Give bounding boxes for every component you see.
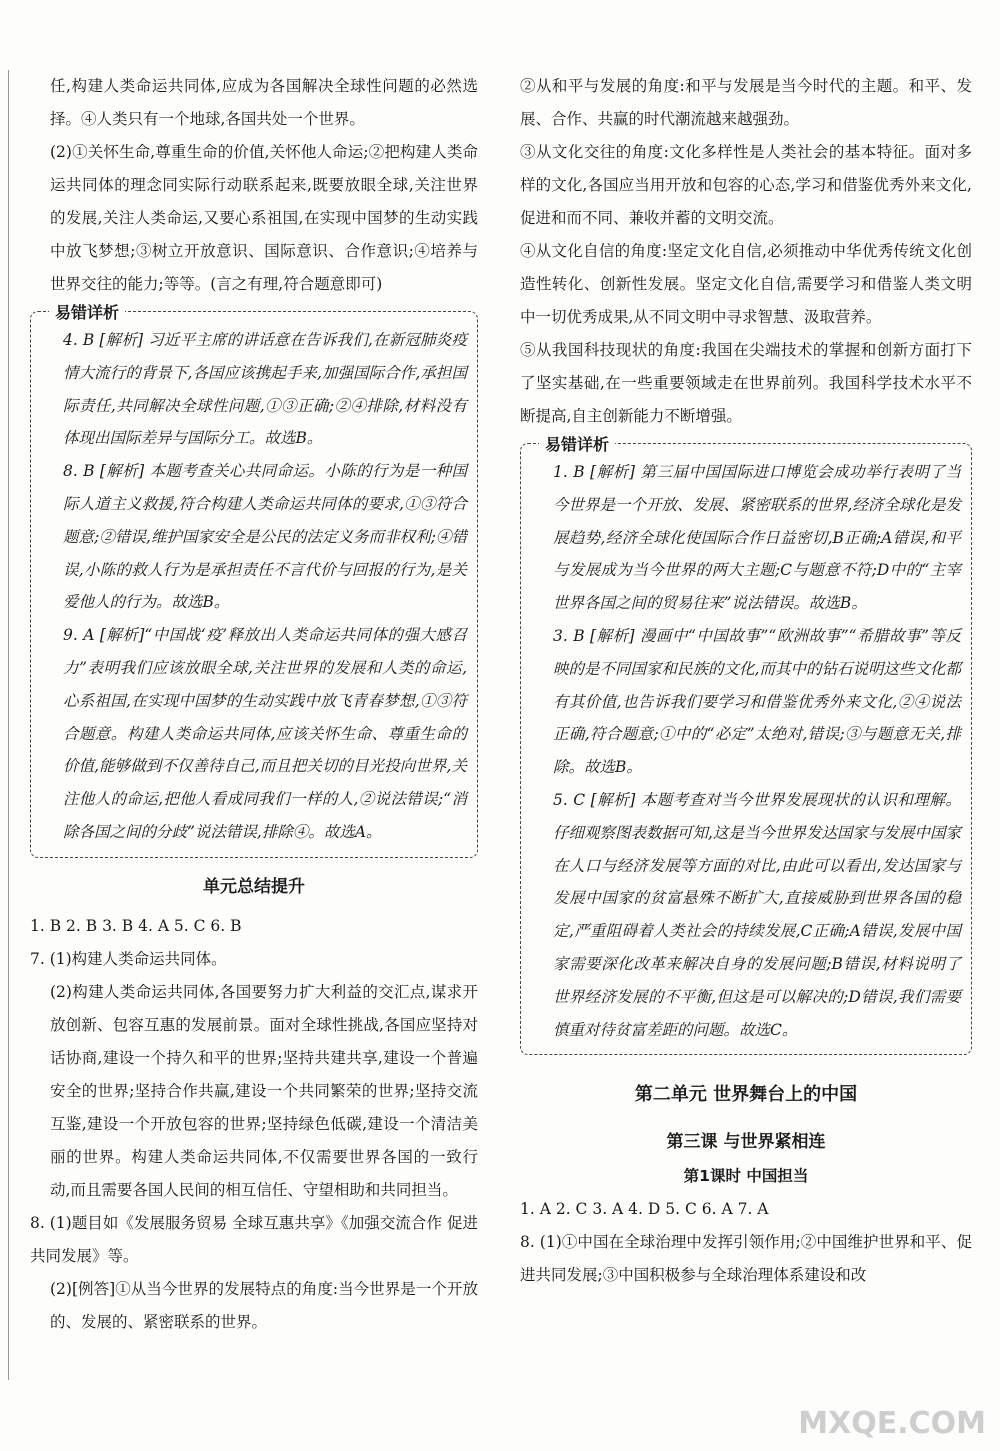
left-column: [30, 70, 478, 1339]
box-label: 易错详析: [49, 300, 125, 323]
answer-paragraph: ⑤从我国科技现状的角度:我国在尖端技术的掌握和创新方面打下了坚实基础,在一些重要领域走在世界前列。我国科学技术水平不断提高,自主创新能力不断增强。: [520, 341, 972, 425]
watermark-logo: MXQE.COM: [798, 1406, 986, 1441]
analysis-item: 9. A [解析]“中国战‘疫’释放出人类命运共同体的强大感召力”表明我们应该放眼全球,关注世界的发展和人类的命运,心系祖国,在实现中国梦的生动实践中放飞青春梦想,①③符合题意。构建人类命运共同体,应该关怀生命、尊重生命的价值,能够做到不仅善待自己,而且把关切的目光投向世界,关注他人的命运,把他人看成同我们一样的人,②说法错误;“消除各国之间的分歧”说法错误,排除④。故选A。: [63, 626, 467, 841]
error-analysis-box: [30, 303, 478, 858]
error-analysis-box: [520, 435, 972, 1055]
answer-paragraph: 8. (1)题目如《发展服务贸易 全球互惠共享》《加强交流合作 促进共同发展》等。: [30, 1213, 478, 1265]
box-label: 易错详析: [539, 432, 615, 455]
answer-paragraph: ④从文化自信的角度:坚定文化自信,必须推动中华优秀传统文化创造性转化、创新性发展。坚定文化自信,需要学习和借鉴人类文明中一切优秀成果,从不同文明中寻求智慧、汲取营养。: [520, 242, 972, 326]
analysis-item: 5. C [解析] 本题考查对当今世界发展现状的认识和理解。仔细观察图表数据可知,这是当今世界发达国家与发展中国家在人口与经济发展等方面的对比,由此可以看出,发达国家与发展中国家的贫富悬殊不断扩大,直接威胁到世界各国的稳定,严重阻碍着人类社会的持续发展,C正确;A错误,发展中国家需要深化改革来解决自身的发展问题;B错误,材料说明了世界经济发展的不平衡,但这是可以解决的;D错误,我们需要慎重对待贫富差距的问题。故选C。: [553, 790, 961, 1039]
analysis-item: 8. B [解析] 本题考查关心共同命运。小陈的行为是一种国际人道主义救援,符合构建人类命运共同体的要求,①③符合题意;②错误,维护国家安全是公民的法定义务而非权利;④错误,小陈的救人行为是承担责任不言代价与回报的行为,是关爱他人的行为。故选B。: [63, 462, 467, 612]
analysis-item: 3. B [解析] 漫画中“中国故事”“欧洲故事”“希腊故事”等反映的是不同国家和民族的文化,而其中的钻石说明这些文化都有其价值,也告诉我们要学习和借鉴优秀外来文化,②④说法正确,符合题意;①中的“必定”太绝对,错误;③与题意无关,排除。故选B。: [553, 626, 961, 777]
answer-paragraph: 7. (1)构建人类命运共同体。: [30, 949, 227, 968]
right-column: [520, 70, 972, 1292]
answer-paragraph: (2)构建人类命运共同体,各国要努力扩大利益的交汇点,谋求开放创新、包容互惠的发展前景。面对全球性挑战,各国应坚持对话协商,建设一个持久和平的世界;坚持共建共享,建设一个普遍安全的世界;坚持合作共赢,建设一个共同繁荣的世界;坚持交流互鉴,建设一个开放包容的世界;坚持绿色低碳,建设一个清洁美丽的世界。构建人类命运共同体,不仅需要世界各国的一致行动,而且需要各国人民间的相互信任、守望相助和共同担当。: [50, 982, 478, 1199]
subsection-title: 第1课时 中国担当: [683, 1167, 809, 1186]
section-title: 单元总结提升: [203, 876, 305, 897]
answer-paragraph: ②从和平与发展的角度:和平与发展是当今时代的主题。和平、发展、合作、共赢的时代潮流越来越强劲。: [520, 77, 972, 128]
answer-paragraph: ③从文化交往的角度:文化多样性是人类社会的基本特征。面对多样的文化,各国应当用开放和包容的心态,学习和借鉴优秀外来文化,促进和而不同、兼收并蓄的文明交流。: [520, 143, 972, 227]
answer-paragraph: (2)①关怀生命,尊重生命的价值,关怀他人命运;②把构建人类命运共同体的理念同实际行动联系起来,既要放眼全球,关注世界的发展,关注人类命运,又要心系祖国,在实现中国梦的生动实践中放飞梦想;③树立开放意识、国际意识、合作意识;④培养与世界交往的能力;等等。(言之有理,符合题意即可): [50, 143, 478, 293]
left-margin-rule: [8, 70, 9, 1380]
answer-paragraph: 8. (1)①中国在全球治理中发挥引领作用;②中国维护世界和平、促进共同发展;③中国积极参与全球治理体系建设和改: [520, 1233, 972, 1285]
answer-paragraph: (2)[例答]①从当今世界的发展特点的角度:当今世界是一个开放的、发展的、紧密联系的世界。: [50, 1279, 478, 1331]
answer-paragraph: 任,构建人类命运共同体,应成为各国解决全球性问题的必然选择。④人类只有一个地球,各国共处一个世界。: [50, 77, 478, 128]
lesson-title: 第三课 与世界紧相连: [666, 1132, 826, 1153]
analysis-item: 1. B [解析] 第三届中国国际进口博览会成功举行表明了当今世界是一个开放、发展、紧密联系的世界,经济全球化是发展趋势,经济全球化使国际合作日益密切,B正确;A错误,和平与发展成为当今世界的两大主题;C与题意不符;D中的“主宰世界各国之间的贸易往来”说法错误。故选B。: [553, 463, 961, 613]
analysis-item: 4. B [解析] 习近平主席的讲话意在告诉我们,在新冠肺炎疫情大流行的背景下,各国应该携起手来,加强国际合作,承担国际责任,共同解决全球性问题,①③正确;②④排除,材料没有体现出国际差异与国际分工。故选B。: [63, 331, 467, 448]
answer-key-line: 1. B 2. B 3. B 4. A 5. C 6. B: [30, 916, 242, 935]
answer-key-line: 1. A 2. C 3. A 4. D 5. C 6. A 7. A: [520, 1200, 769, 1219]
unit-title: 第二单元 世界舞台上的中国: [634, 1084, 858, 1106]
